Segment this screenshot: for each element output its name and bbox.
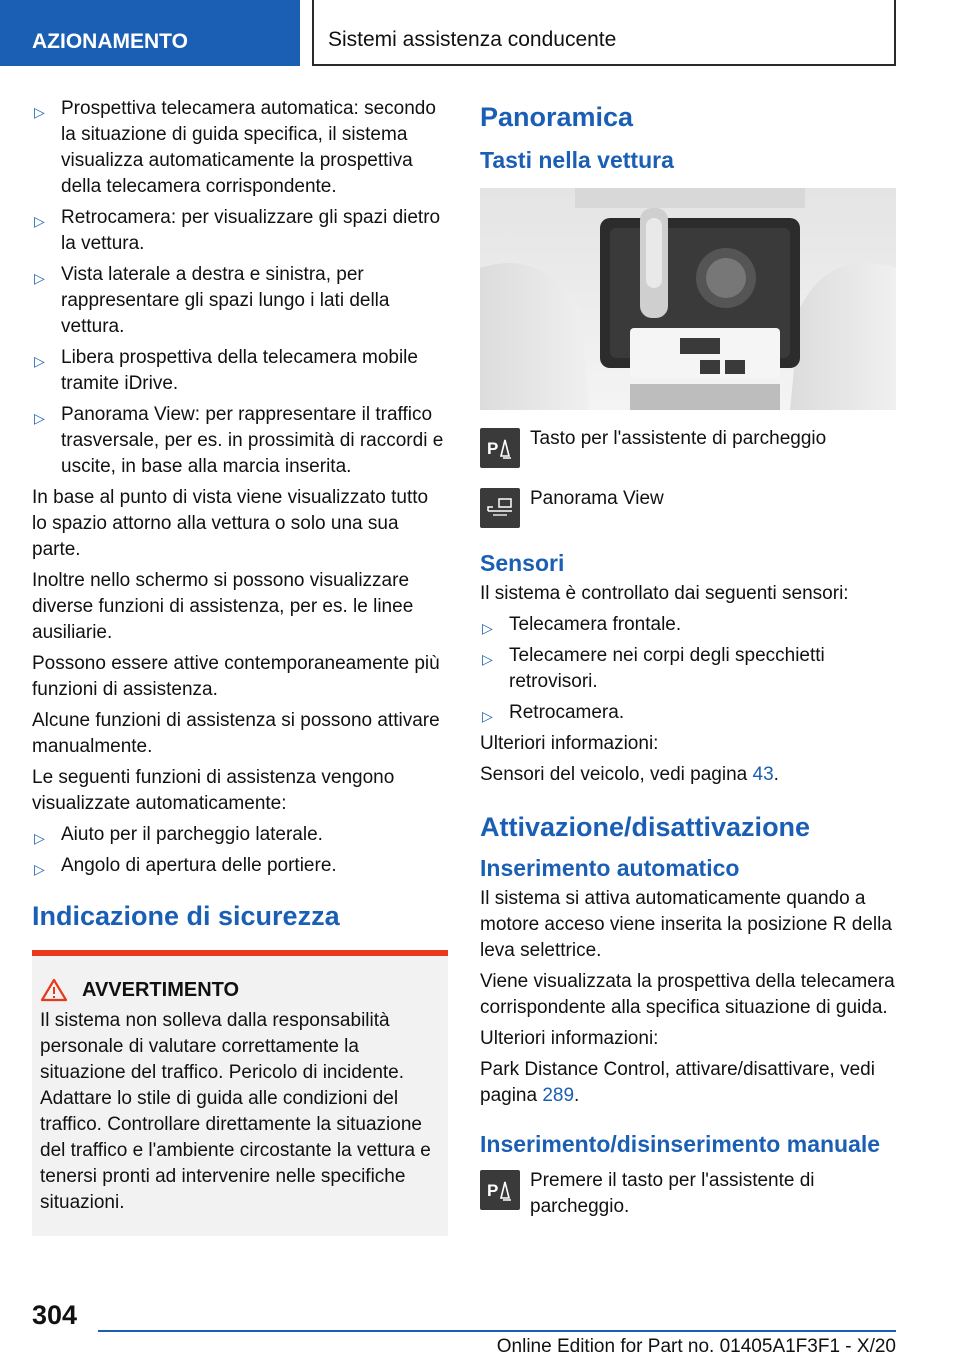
pdc-reference: Park Distance Control, attivare/disattivare, vedi pagina 289.: [480, 1059, 875, 1106]
overview-heading: Panoramica: [480, 102, 634, 132]
panorama-button-row: [480, 486, 896, 528]
parking-assistant-icon: [480, 428, 520, 468]
list-item: ▷ Telecamere nei corpi degli specchietti retrovisori.: [482, 645, 825, 692]
list-item: ▷ Angolo di apertura delle portiere.: [32, 853, 448, 879]
auto-heading: Inserimento automatico: [480, 855, 740, 881]
bullet-triangle-icon: ▷: [482, 651, 493, 667]
paragraph: Inoltre nello schermo si possono visualizzare diverse funzioni di assistenza, per es. le linee ausiliarie.: [32, 570, 414, 643]
bullet-triangle-icon: ▷: [34, 104, 45, 120]
more-info-label: Ulteriori informazioni:: [480, 1028, 659, 1049]
paragraph: Le seguenti funzioni di assistenza vengono visualizzate automaticamente:: [32, 767, 395, 814]
camera-views-list: [32, 96, 448, 480]
list-item: ▷ Prospettiva telecamera automatica: secondo la situazione di guida specifica, il sistema visualizza automaticamente la prospettiva della telecamera corrispondente.: [34, 98, 436, 197]
more-info-label: Ulteriori informazioni:: [480, 733, 659, 754]
safety-heading: Indicazione di sicurezza: [32, 901, 340, 931]
chapter-title: Sistemi assistenza conducente: [312, 0, 896, 66]
left-column: [32, 96, 448, 1236]
warning-box: [32, 950, 448, 1236]
section-tab: AZIONAMENTO: [0, 0, 300, 66]
panorama-button-label: Panorama View: [530, 488, 664, 509]
bullet-triangle-icon: ▷: [34, 410, 45, 426]
center-console-image: [480, 188, 896, 410]
manual-heading: Inserimento/disinserimento manuale: [480, 1131, 881, 1157]
right-column: [480, 96, 896, 1238]
paragraph: Possono essere attive contemporaneamente più funzioni di assistenza.: [32, 653, 440, 700]
page-link-43[interactable]: 43: [752, 764, 774, 785]
sensors-reference: Sensori del veicolo, vedi pagina 43.: [480, 764, 779, 785]
buttons-heading: Tasti nella vettura: [480, 147, 674, 173]
warning-text: Il sistema non solleva dalla responsabilità personale di valutare correttamente la situazione del traffico. Pericolo di incidente. Adattare lo stile di guida alle condizioni del traffico. Controllare direttamente la situazione del traffico e l'ambiente circostante la vettura e tenersi pronti ad intervenire nelle specifiche situazioni.: [40, 1010, 431, 1213]
warning-triangle-icon: [40, 978, 68, 1002]
panorama-view-icon: [480, 488, 520, 528]
list-item: ▷ Panorama View: per rappresentare il traffico trasversale, per es. in prossimità di raccordi e uscite, in base alla marcia inserita.: [34, 404, 444, 477]
list-item: ▷ Vista laterale a destra e sinistra, per rappresentare gli spazi lungo i lati della vettura.: [34, 264, 390, 337]
bullet-triangle-icon: ▷: [34, 270, 45, 286]
sensors-intro: Il sistema è controllato dai seguenti sensori:: [480, 583, 849, 604]
bullet-triangle-icon: ▷: [34, 861, 45, 877]
paragraph: Viene visualizzata la prospettiva della telecamera corrispondente alla specifica situazione di guida.: [480, 971, 895, 1018]
page-header: [0, 0, 960, 66]
bullet-triangle-icon: ▷: [482, 708, 493, 724]
bullet-triangle-icon: ▷: [482, 620, 493, 636]
list-item: ▷ Aiuto per il parcheggio laterale.: [32, 822, 448, 848]
svg-text:P: P: [487, 439, 499, 458]
list-item: ▷ Retrocamera: per visualizzare gli spazi dietro la vettura.: [34, 207, 441, 254]
parking-button-row: [480, 426, 896, 468]
sensors-heading: Sensori: [480, 550, 565, 576]
manual-button-row: [480, 1168, 896, 1220]
page-link-289[interactable]: 289: [542, 1085, 575, 1106]
list-item: ▷ Retrocamera.: [480, 700, 896, 726]
auto-functions-list: [32, 822, 448, 879]
bullet-triangle-icon: ▷: [34, 353, 45, 369]
paragraph: Alcune funzioni di assistenza si possono attivare manualmente.: [32, 710, 440, 757]
bullet-triangle-icon: ▷: [34, 213, 45, 229]
edition-label: Online Edition for Part no. 01405A1F3F1 - X/20: [496, 1336, 896, 1357]
paragraph: Il sistema si attiva automaticamente quando a motore acceso viene inserita la posizione R della leva selettrice.: [480, 888, 892, 961]
center-console-photo: [480, 188, 896, 410]
paragraph: In base al punto di vista viene visualizzato tutto lo spazio attorno alla vettura o solo una sua parte.: [32, 487, 429, 560]
bullet-triangle-icon: ▷: [34, 830, 45, 846]
list-item: ▷ Libera prospettiva della telecamera mobile tramite iDrive.: [34, 347, 418, 394]
page-number: 304: [32, 1300, 78, 1330]
sensors-list: [480, 612, 896, 726]
manual-instruction: Premere il tasto per l'assistente di parcheggio.: [530, 1170, 815, 1217]
parking-button-label: Tasto per l'assistente di parcheggio: [530, 428, 827, 449]
list-item: ▷ Telecamera frontale.: [480, 612, 896, 638]
warning-title: AVVERTIMENTO: [40, 978, 440, 1002]
activation-heading: Attivazione/disattivazione: [480, 812, 811, 842]
svg-text:P: P: [487, 1181, 499, 1200]
footer-divider: [98, 1330, 896, 1332]
parking-assistant-icon: [480, 1170, 520, 1210]
